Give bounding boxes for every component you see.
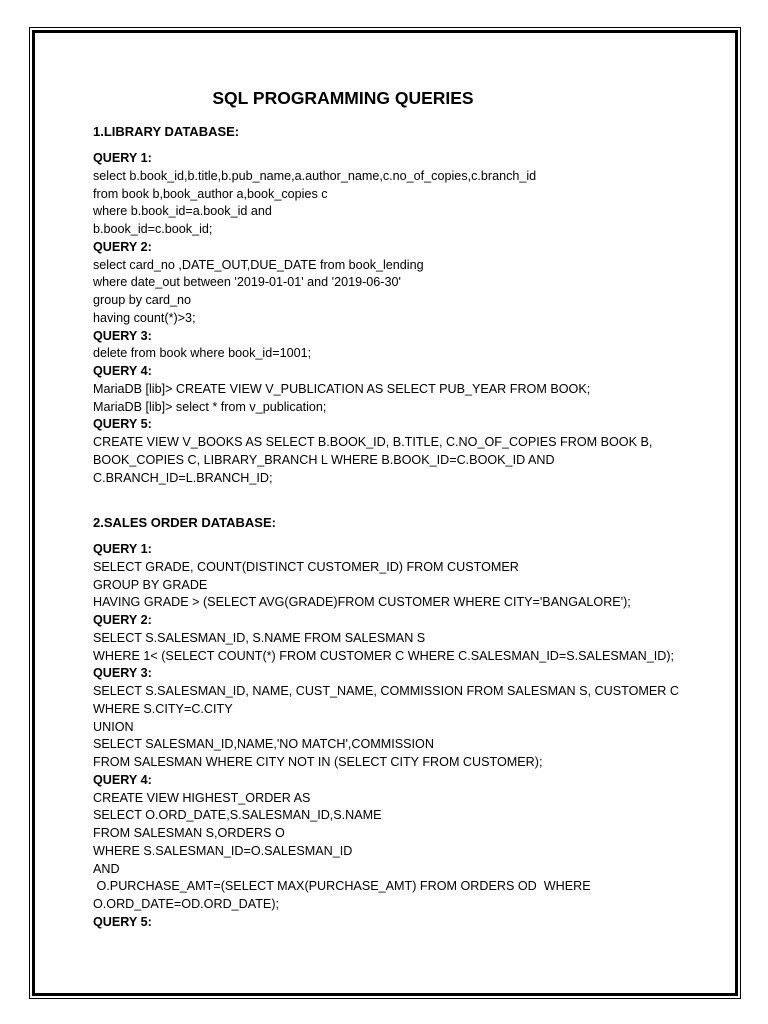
query-code-line: select b.book_id,b.title,b.pub_name,a.author_name,c.no_of_copies,c.branch_id <box>93 168 537 183</box>
query-code-line: MariaDB [lib]> select * from v_publication; <box>93 399 327 414</box>
query-code-line: C.BRANCH_ID=L.BRANCH_ID; <box>93 470 273 485</box>
query-code-line: O.PURCHASE_AMT=(SELECT MAX(PURCHASE_AMT) FROM ORDERS OD WHERE <box>93 879 591 894</box>
query-code-line: HAVING GRADE > (SELECT AVG(GRADE)FROM CUSTOMER WHERE CITY='BANGALORE'); <box>93 595 631 610</box>
query-label: QUERY 4: <box>93 772 152 787</box>
section-heading-sales-order: 2.SALES ORDER DATABASE: <box>93 515 276 530</box>
query-code-line: from book b,book_author a,book_copies c <box>93 186 328 201</box>
query-code-line: BOOK_COPIES C, LIBRARY_BRANCH L WHERE B.BOOK_ID=C.BOOK_ID AND <box>93 452 555 467</box>
query-code-line: CREATE VIEW V_BOOKS AS SELECT B.BOOK_ID, B.TITLE, C.NO_OF_COPIES FROM BOOK B, <box>93 435 653 449</box>
sales-order-queries <box>93 541 713 932</box>
query-code-line: having count(*)>3; <box>93 310 196 325</box>
query-label: QUERY 2: <box>93 613 152 627</box>
query-code-line: delete from book where book_id=1001; <box>93 346 312 361</box>
query-label: QUERY 3: <box>93 328 152 343</box>
query-label: QUERY 5: <box>93 417 152 432</box>
query-code-line: UNION <box>93 719 134 734</box>
query-code-line: WHERE 1< (SELECT COUNT(*) FROM CUSTOMER C WHERE C.SALESMAN_ID=S.SALESMAN_ID); <box>93 648 675 663</box>
section-heading-library: 1.LIBRARY DATABASE: <box>93 124 240 139</box>
query-code-line: FROM SALESMAN WHERE CITY NOT IN (SELECT CITY FROM CUSTOMER); <box>93 755 543 769</box>
library-queries <box>93 150 713 487</box>
query-code-line: SELECT GRADE, COUNT(DISTINCT CUSTOMER_ID) FROM CUSTOMER <box>93 559 519 574</box>
query-code-line: CREATE VIEW HIGHEST_ORDER AS <box>93 790 311 805</box>
query-code-line: AND <box>93 861 120 876</box>
query-code-line: SELECT S.SALESMAN_ID, NAME, CUST_NAME, COMMISSION FROM SALESMAN S, CUSTOMER C <box>93 684 679 698</box>
query-code-line: WHERE S.CITY=C.CITY <box>93 701 233 716</box>
query-code-line: O.ORD_DATE=OD.ORD_DATE); <box>93 897 280 911</box>
query-label: QUERY 1: <box>93 542 152 556</box>
query-code-line: SELECT SALESMAN_ID,NAME,'NO MATCH',COMMISSION <box>93 737 434 752</box>
query-label: QUERY 2: <box>93 239 152 254</box>
query-code-line: where b.book_id=a.book_id and <box>93 204 272 219</box>
query-code-line: FROM SALESMAN S,ORDERS O <box>93 826 285 840</box>
query-code-line: group by card_no <box>93 293 192 307</box>
query-code-line: MariaDB [lib]> CREATE VIEW V_PUBLICATION AS SELECT PUB_YEAR FROM BOOK; <box>93 381 591 396</box>
query-code-line: GROUP BY GRADE <box>93 577 208 592</box>
query-code-line: select card_no ,DATE_OUT,DUE_DATE from book_lending <box>93 257 424 272</box>
query-code-line: SELECT O.ORD_DATE,S.SALESMAN_ID,S.NAME <box>93 808 382 823</box>
query-code-line: b.book_id=c.book_id; <box>93 222 213 236</box>
query-label: QUERY 5: <box>93 914 152 929</box>
query-label: QUERY 3: <box>93 666 152 681</box>
query-code-line: WHERE S.SALESMAN_ID=O.SALESMAN_ID <box>93 843 353 858</box>
page-title: SQL PROGRAMMING QUERIES <box>212 88 474 108</box>
query-code-line: SELECT S.SALESMAN_ID, S.NAME FROM SALESMAN S <box>93 630 426 645</box>
query-code-line: where date_out between '2019-01-01' and '2019-06-30' <box>93 275 401 290</box>
query-label: QUERY 1: <box>93 151 152 165</box>
query-label: QUERY 4: <box>93 364 152 378</box>
